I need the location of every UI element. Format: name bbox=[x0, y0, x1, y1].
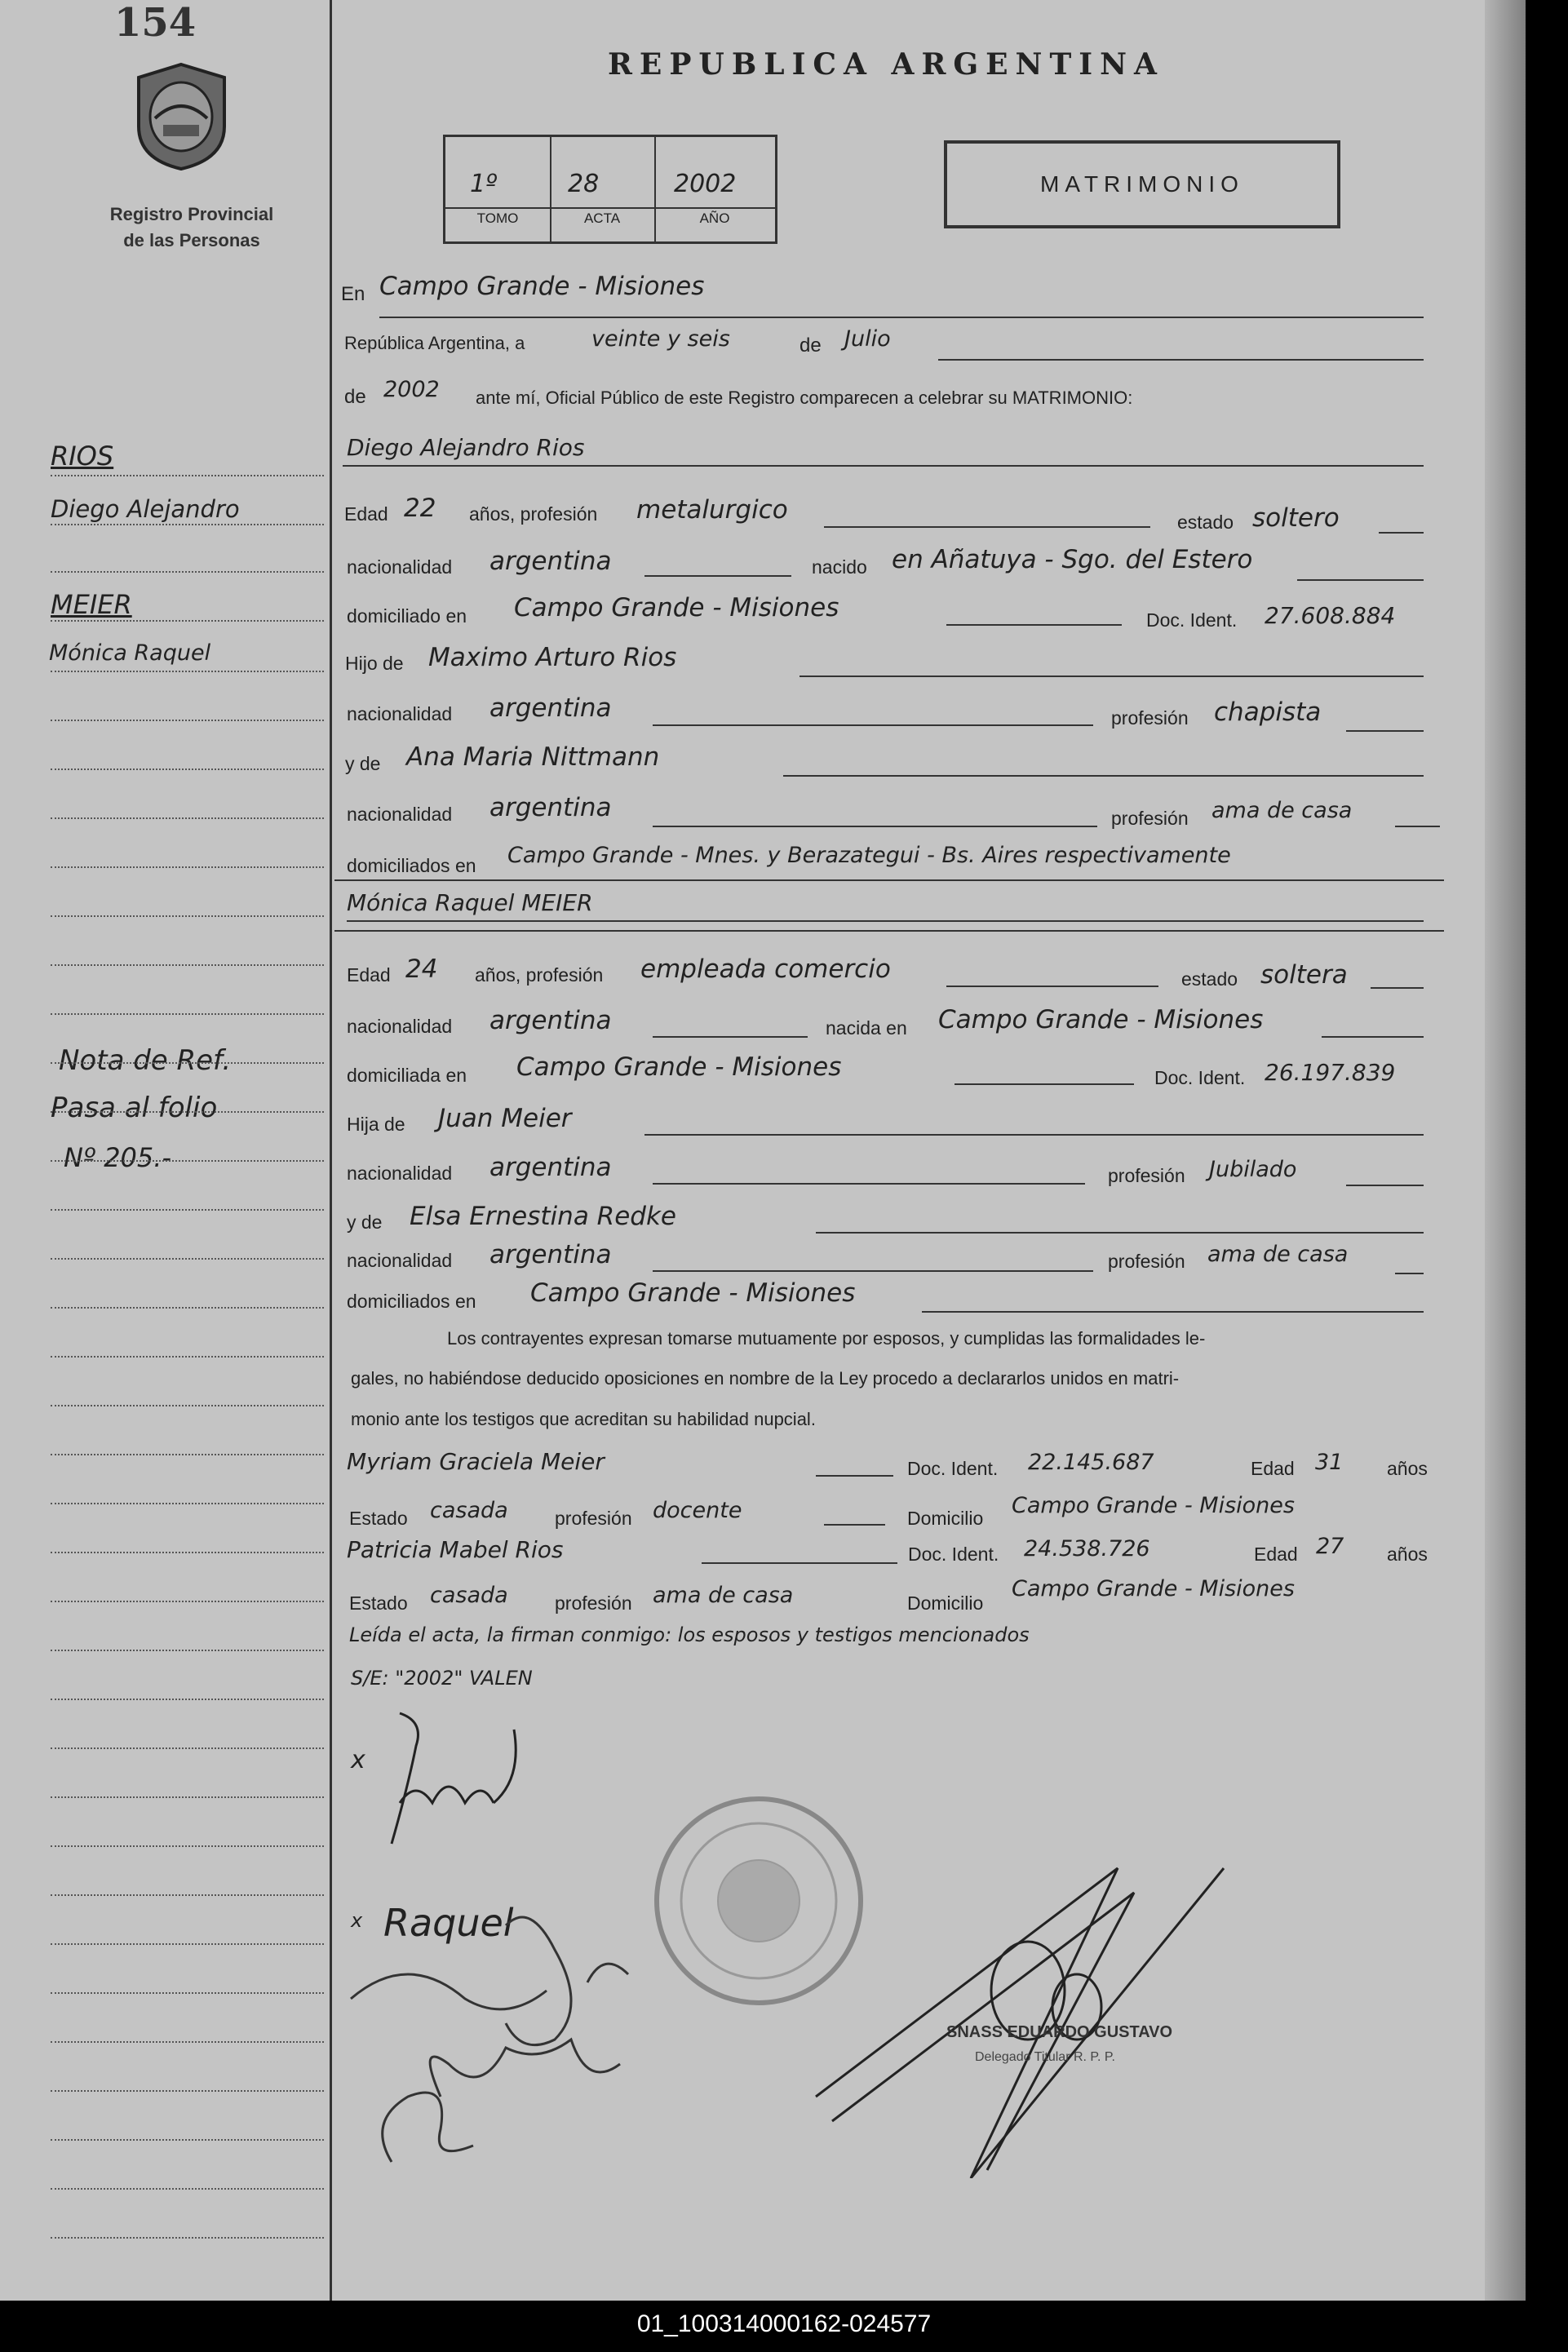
label-bride-mother-nacionalidad: nacionalidad bbox=[347, 1250, 453, 1271]
month-value: Julio bbox=[844, 326, 891, 352]
margin-groom-surname: RIOS bbox=[51, 441, 114, 472]
label-bride-domiciliados: domiciliados en bbox=[347, 1291, 476, 1312]
witness1-status: casada bbox=[430, 1498, 508, 1523]
witness1-age: 31 bbox=[1315, 1450, 1344, 1475]
label-witness1-estado: Estado bbox=[349, 1508, 408, 1529]
groom-signature-icon bbox=[351, 1697, 555, 1852]
label-de2: de bbox=[344, 386, 366, 408]
tomo-value: 1º bbox=[470, 170, 498, 198]
label-witness2-edad: Edad bbox=[1254, 1544, 1298, 1565]
bride-mother: Elsa Ernestina Redke bbox=[410, 1202, 676, 1231]
bride-age: 24 bbox=[405, 955, 438, 984]
bride-profession: empleada comercio bbox=[640, 955, 891, 984]
margin-bride-names: Mónica Raquel bbox=[49, 640, 211, 666]
registry-name-line2: de las Personas bbox=[123, 230, 260, 250]
groom-birthplace: en Añatuya - Sgo. del Estero bbox=[892, 545, 1253, 574]
label-witness2-anos: años bbox=[1387, 1544, 1428, 1565]
closing-line2: S/E: "2002" VALEN bbox=[351, 1667, 533, 1690]
closing-line1: Leída el acta, la firman conmigo: los esposos y testigos mencionados bbox=[349, 1623, 1030, 1646]
bride-father-profession: Jubilado bbox=[1209, 1157, 1297, 1182]
formal-text-line2: gales, no habiéndose deducido oposiciones en nombre de la Ley procedo a declararlos unidos en matri- bbox=[351, 1368, 1180, 1389]
label-witness1-edad: Edad bbox=[1251, 1458, 1295, 1479]
groom-status: soltero bbox=[1252, 503, 1340, 533]
label-bride-nacionalidad: nacionalidad bbox=[347, 1016, 453, 1037]
place-value: Campo Grande - Misiones bbox=[379, 272, 705, 301]
margin-note-line3: Nº 205.- bbox=[64, 1142, 171, 1173]
label-republica: República Argentina, a bbox=[344, 333, 525, 353]
label-groom-nacionalidad: nacionalidad bbox=[347, 556, 453, 578]
book-spine-edge bbox=[1485, 0, 1526, 2301]
groom-parents-domicile: Campo Grande - Mnes. y Berazategui - Bs. Aires respectivamente bbox=[507, 843, 1231, 868]
groom-full-name: Diego Alejandro Rios bbox=[347, 434, 585, 461]
groom-profession: metalurgico bbox=[636, 495, 788, 525]
label-witness1-profesion: profesión bbox=[555, 1508, 632, 1529]
label-groom-edad: Edad bbox=[344, 503, 388, 525]
label-en: En bbox=[341, 283, 365, 305]
bride-father: Juan Meier bbox=[438, 1104, 572, 1133]
bride-status: soltera bbox=[1260, 960, 1348, 990]
groom-father: Maximo Arturo Rios bbox=[428, 643, 677, 672]
document-type: MATRIMONIO bbox=[1040, 171, 1244, 197]
groom-domicile: Campo Grande - Misiones bbox=[514, 593, 839, 622]
label-groom-hijo-de: Hijo de bbox=[345, 653, 404, 674]
label-bride-mother-profesion: profesión bbox=[1108, 1251, 1185, 1272]
margin-bride-surname: MEIER bbox=[51, 589, 132, 620]
label-groom-domiciliado: domiciliado en bbox=[347, 605, 467, 627]
witness1-doc: 22.145.687 bbox=[1028, 1450, 1154, 1475]
formal-text-line1: Los contrayentes expresan tomarse mutuamente por esposos, y cumplidas las formalidades le- bbox=[447, 1328, 1206, 1349]
document-type-box bbox=[944, 140, 1340, 228]
bride-birthplace: Campo Grande - Misiones bbox=[938, 1005, 1264, 1034]
label-groom-y-de: y de bbox=[345, 753, 381, 774]
groom-mother: Ana Maria Nittmann bbox=[406, 742, 660, 772]
label-bride-father-profesion: profesión bbox=[1108, 1165, 1185, 1186]
acta-label: ACTA bbox=[583, 210, 621, 226]
label-witness2-domicilio: Domicilio bbox=[907, 1592, 984, 1614]
label-groom-nacido: nacido bbox=[812, 556, 867, 578]
label-groom-mother-nacionalidad: nacionalidad bbox=[347, 804, 453, 825]
label-bride-father-nacionalidad: nacionalidad bbox=[347, 1163, 453, 1184]
label-witness2-profesion: profesión bbox=[555, 1592, 632, 1614]
label-groom-anos-profesion: años, profesión bbox=[469, 503, 598, 525]
witness1-name: Myriam Graciela Meier bbox=[347, 1448, 605, 1475]
label-bride-domiciliada: domiciliada en bbox=[347, 1065, 467, 1086]
tomo-label: TOMO bbox=[476, 210, 519, 226]
witness-signatures-icon bbox=[343, 1901, 710, 2170]
bride-mark: x bbox=[351, 1909, 363, 1932]
witness2-profession: ama de casa bbox=[653, 1583, 794, 1608]
label-witness2-doc: Doc. Ident. bbox=[908, 1544, 999, 1565]
witness2-age: 27 bbox=[1316, 1534, 1344, 1559]
witness2-doc: 24.538.726 bbox=[1024, 1536, 1150, 1561]
margin-note-line2: Pasa al folio bbox=[51, 1092, 218, 1124]
ano-label: AÑO bbox=[699, 210, 730, 226]
label-bride-edad: Edad bbox=[347, 964, 391, 986]
label-witness1-doc: Doc. Ident. bbox=[907, 1458, 999, 1479]
witness2-status: casada bbox=[430, 1583, 508, 1608]
registry-name-line1: Registro Provincial bbox=[109, 204, 274, 224]
groom-mother-nationality: argentina bbox=[489, 793, 612, 822]
label-comparecen: ante mí, Oficial Público de este Registro comparecen a celebrar su MATRIMONIO: bbox=[476, 388, 1133, 408]
label-groom-mother-profesion: profesión bbox=[1111, 808, 1189, 829]
officer-name: SNASS EDUARDO GUSTAVO bbox=[946, 2023, 1173, 2041]
label-groom-domiciliados: domiciliados en bbox=[347, 855, 476, 876]
label-bride-hija-de: Hija de bbox=[347, 1114, 405, 1135]
bride-nationality: argentina bbox=[489, 1006, 612, 1035]
label-groom-doc: Doc. Ident. bbox=[1146, 609, 1238, 631]
groom-father-profession: chapista bbox=[1214, 698, 1322, 727]
witness2-domicile: Campo Grande - Misiones bbox=[1012, 1576, 1295, 1601]
acta-value: 28 bbox=[568, 170, 600, 198]
groom-age: 22 bbox=[404, 494, 436, 523]
act-box bbox=[443, 135, 777, 244]
witness2-name: Patricia Mabel Rios bbox=[347, 1536, 564, 1563]
groom-doc: 27.608.884 bbox=[1265, 602, 1396, 629]
ano-value: 2002 bbox=[674, 170, 737, 198]
margin-note-line1: Nota de Ref. bbox=[59, 1044, 232, 1077]
label-bride-estado: estado bbox=[1181, 968, 1238, 990]
bride-signature: Raquel bbox=[383, 1901, 514, 1945]
label-witness1-domicilio: Domicilio bbox=[907, 1508, 984, 1529]
witness1-domicile: Campo Grande - Misiones bbox=[1012, 1493, 1295, 1518]
bride-mother-nationality: argentina bbox=[489, 1240, 612, 1269]
year-value: 2002 bbox=[383, 377, 440, 402]
bride-doc: 26.197.839 bbox=[1265, 1059, 1396, 1086]
label-witness1-anos: años bbox=[1387, 1458, 1428, 1479]
label-groom-father-profesion: profesión bbox=[1111, 707, 1189, 729]
margin-groom-names: Diego Alejandro bbox=[51, 495, 240, 523]
bride-parents-domicile: Campo Grande - Misiones bbox=[530, 1278, 856, 1308]
groom-mother-profession: ama de casa bbox=[1211, 798, 1353, 823]
groom-father-nationality: argentina bbox=[489, 693, 612, 723]
margin-divider bbox=[330, 0, 332, 2301]
bride-mother-profession: ama de casa bbox=[1207, 1242, 1349, 1267]
provincial-seal-icon bbox=[131, 61, 233, 171]
witness1-profession: docente bbox=[653, 1498, 742, 1523]
label-bride-y-de: y de bbox=[347, 1211, 383, 1233]
day-value: veinte y seis bbox=[591, 326, 730, 352]
label-groom-father-nacionalidad: nacionalidad bbox=[347, 703, 453, 724]
bride-domicile: Campo Grande - Misiones bbox=[516, 1052, 842, 1082]
groom-nationality: argentina bbox=[489, 547, 612, 576]
officer-title: Delegado Titular R. P. P. bbox=[975, 2050, 1115, 2064]
country-title: REPUBLICA ARGENTINA bbox=[608, 47, 1164, 82]
folio-number: 154 bbox=[114, 0, 197, 46]
label-bride-anos-profesion: años, profesión bbox=[475, 964, 604, 986]
scan-reference-code: 01_100314000162-024577 bbox=[636, 2310, 932, 2337]
label-groom-estado: estado bbox=[1177, 512, 1234, 533]
label-bride-nacida: nacida en bbox=[826, 1017, 907, 1039]
label-bride-doc: Doc. Ident. bbox=[1154, 1067, 1246, 1088]
label-witness2-estado: Estado bbox=[349, 1592, 408, 1614]
bride-father-nationality: argentina bbox=[489, 1153, 612, 1182]
officer-signature-icon bbox=[808, 1852, 1265, 2178]
formal-text-line3: monio ante los testigos que acreditan su habilidad nupcial. bbox=[351, 1409, 816, 1429]
groom-mark: x bbox=[351, 1746, 365, 1774]
label-de: de bbox=[800, 334, 822, 357]
bride-full-name: Mónica Raquel MEIER bbox=[347, 889, 593, 916]
